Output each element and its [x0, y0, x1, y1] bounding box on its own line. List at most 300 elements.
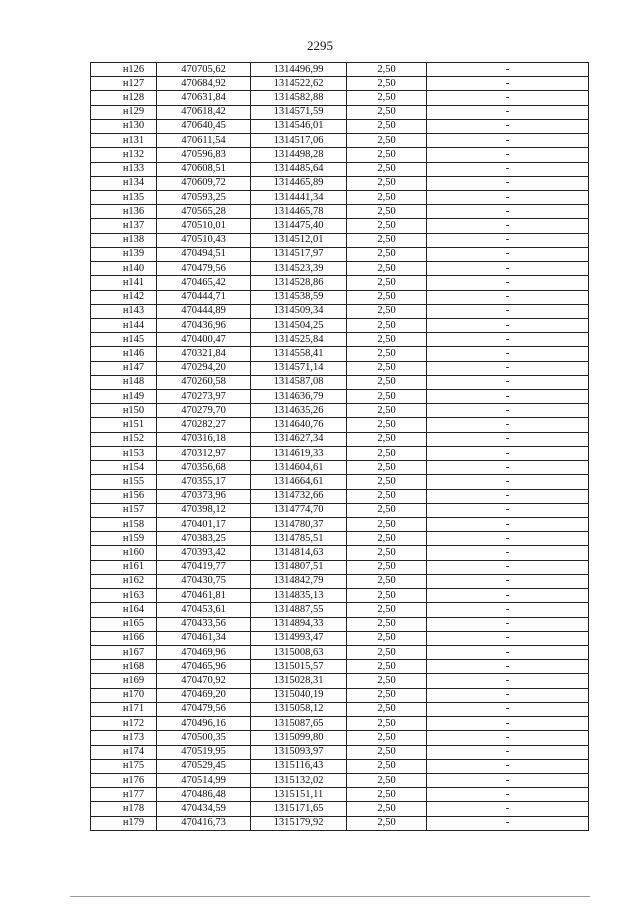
x-coordinate-cell: 470611,54: [157, 134, 251, 148]
point-id-cell: н133: [91, 162, 157, 176]
description-cell: -: [427, 162, 589, 176]
table-row: [91, 91, 589, 105]
accuracy-cell: 2,50: [347, 318, 427, 332]
accuracy-cell: 2,50: [347, 432, 427, 446]
x-coordinate-cell: 470436,96: [157, 318, 251, 332]
y-coordinate-cell: 1314640,76: [251, 418, 347, 432]
y-coordinate-cell: 1314485,64: [251, 162, 347, 176]
description-cell: -: [427, 247, 589, 261]
point-id-cell: н137: [91, 219, 157, 233]
description-cell: -: [427, 333, 589, 347]
point-id-cell: н135: [91, 190, 157, 204]
point-id-cell: н132: [91, 148, 157, 162]
accuracy-cell: 2,50: [347, 219, 427, 233]
accuracy-cell: 2,50: [347, 119, 427, 133]
table-row: [91, 262, 589, 276]
point-id-cell: н152: [91, 432, 157, 446]
description-cell: -: [427, 816, 589, 830]
x-coordinate-cell: 470565,28: [157, 205, 251, 219]
table-row: [91, 134, 589, 148]
accuracy-cell: 2,50: [347, 560, 427, 574]
description-cell: -: [427, 134, 589, 148]
x-coordinate-cell: 470486,48: [157, 788, 251, 802]
table-row: [91, 546, 589, 560]
accuracy-cell: 2,50: [347, 290, 427, 304]
point-id-cell: н157: [91, 503, 157, 517]
x-coordinate-cell: 470401,17: [157, 518, 251, 532]
table-row: [91, 162, 589, 176]
y-coordinate-cell: 1314582,88: [251, 91, 347, 105]
y-coordinate-cell: 1315116,43: [251, 759, 347, 773]
description-cell: -: [427, 91, 589, 105]
table-row: [91, 432, 589, 446]
description-cell: -: [427, 318, 589, 332]
accuracy-cell: 2,50: [347, 162, 427, 176]
y-coordinate-cell: 1314528,86: [251, 276, 347, 290]
description-cell: -: [427, 773, 589, 787]
table-row: [91, 404, 589, 418]
point-id-cell: н139: [91, 247, 157, 261]
x-coordinate-cell: 470416,73: [157, 816, 251, 830]
point-id-cell: н150: [91, 404, 157, 418]
point-id-cell: н161: [91, 560, 157, 574]
y-coordinate-cell: 1315099,80: [251, 731, 347, 745]
description-cell: -: [427, 304, 589, 318]
accuracy-cell: 2,50: [347, 503, 427, 517]
description-cell: -: [427, 518, 589, 532]
point-id-cell: н127: [91, 77, 157, 91]
table-row: [91, 574, 589, 588]
x-coordinate-cell: 470393,42: [157, 546, 251, 560]
table-row: [91, 390, 589, 404]
table-row: [91, 802, 589, 816]
x-coordinate-cell: 470510,01: [157, 219, 251, 233]
table-row: [91, 219, 589, 233]
point-id-cell: н179: [91, 816, 157, 830]
table-row: [91, 475, 589, 489]
accuracy-cell: 2,50: [347, 276, 427, 290]
description-cell: -: [427, 77, 589, 91]
table-row: [91, 205, 589, 219]
x-coordinate-cell: 470529,45: [157, 759, 251, 773]
x-coordinate-cell: 470453,61: [157, 603, 251, 617]
y-coordinate-cell: 1314814,63: [251, 546, 347, 560]
y-coordinate-cell: 1314475,40: [251, 219, 347, 233]
table-row: [91, 518, 589, 532]
table-row: [91, 333, 589, 347]
x-coordinate-cell: 470608,51: [157, 162, 251, 176]
table-row: [91, 290, 589, 304]
y-coordinate-cell: 1314780,37: [251, 518, 347, 532]
accuracy-cell: 2,50: [347, 603, 427, 617]
accuracy-cell: 2,50: [347, 617, 427, 631]
y-coordinate-cell: 1314571,14: [251, 361, 347, 375]
y-coordinate-cell: 1314441,34: [251, 190, 347, 204]
point-id-cell: н136: [91, 205, 157, 219]
page-number: 2295: [307, 38, 333, 53]
y-coordinate-cell: 1314465,89: [251, 176, 347, 190]
x-coordinate-cell: 470444,89: [157, 304, 251, 318]
description-cell: -: [427, 717, 589, 731]
point-id-cell: н176: [91, 773, 157, 787]
accuracy-cell: 2,50: [347, 546, 427, 560]
accuracy-cell: 2,50: [347, 205, 427, 219]
table-row: [91, 759, 589, 773]
x-coordinate-cell: 470282,27: [157, 418, 251, 432]
description-cell: -: [427, 461, 589, 475]
description-cell: -: [427, 574, 589, 588]
point-id-cell: н129: [91, 105, 157, 119]
x-coordinate-cell: 470631,84: [157, 91, 251, 105]
x-coordinate-cell: 470465,96: [157, 660, 251, 674]
x-coordinate-cell: 470479,56: [157, 702, 251, 716]
y-coordinate-cell: 1315093,97: [251, 745, 347, 759]
table-row: [91, 816, 589, 830]
point-id-cell: н173: [91, 731, 157, 745]
y-coordinate-cell: 1314522,62: [251, 77, 347, 91]
point-id-cell: н138: [91, 233, 157, 247]
description-cell: -: [427, 745, 589, 759]
x-coordinate-cell: 470469,96: [157, 645, 251, 659]
description-cell: -: [427, 446, 589, 460]
x-coordinate-cell: 470321,84: [157, 347, 251, 361]
point-id-cell: н172: [91, 717, 157, 731]
accuracy-cell: 2,50: [347, 773, 427, 787]
point-id-cell: н154: [91, 461, 157, 475]
y-coordinate-cell: 1315087,65: [251, 717, 347, 731]
accuracy-cell: 2,50: [347, 304, 427, 318]
x-coordinate-cell: 470444,71: [157, 290, 251, 304]
description-cell: -: [427, 404, 589, 418]
accuracy-cell: 2,50: [347, 77, 427, 91]
description-cell: -: [427, 617, 589, 631]
accuracy-cell: 2,50: [347, 532, 427, 546]
table-row: [91, 489, 589, 503]
point-id-cell: н141: [91, 276, 157, 290]
table-row: [91, 304, 589, 318]
x-coordinate-cell: 470496,16: [157, 717, 251, 731]
x-coordinate-cell: 470433,56: [157, 617, 251, 631]
y-coordinate-cell: 1314664,61: [251, 475, 347, 489]
accuracy-cell: 2,50: [347, 574, 427, 588]
accuracy-cell: 2,50: [347, 759, 427, 773]
point-id-cell: н167: [91, 645, 157, 659]
table-row: [91, 773, 589, 787]
description-cell: -: [427, 560, 589, 574]
x-coordinate-cell: 470279,70: [157, 404, 251, 418]
description-cell: -: [427, 603, 589, 617]
y-coordinate-cell: 1315179,92: [251, 816, 347, 830]
description-cell: -: [427, 176, 589, 190]
table-row: [91, 674, 589, 688]
accuracy-cell: 2,50: [347, 375, 427, 389]
point-id-cell: н147: [91, 361, 157, 375]
table-row: [91, 176, 589, 190]
point-id-cell: н126: [91, 63, 157, 77]
table-row: [91, 418, 589, 432]
description-cell: -: [427, 489, 589, 503]
description-cell: -: [427, 532, 589, 546]
y-coordinate-cell: 1314774,70: [251, 503, 347, 517]
accuracy-cell: 2,50: [347, 148, 427, 162]
description-cell: -: [427, 546, 589, 560]
point-id-cell: н134: [91, 176, 157, 190]
table-row: [91, 190, 589, 204]
table-row: [91, 375, 589, 389]
y-coordinate-cell: 1314517,97: [251, 247, 347, 261]
description-cell: -: [427, 119, 589, 133]
y-coordinate-cell: 1314558,41: [251, 347, 347, 361]
point-id-cell: н146: [91, 347, 157, 361]
accuracy-cell: 2,50: [347, 404, 427, 418]
description-cell: -: [427, 688, 589, 702]
table-row: [91, 446, 589, 460]
table-row: [91, 276, 589, 290]
description-cell: -: [427, 702, 589, 716]
description-cell: -: [427, 802, 589, 816]
description-cell: -: [427, 233, 589, 247]
x-coordinate-cell: 470419,77: [157, 560, 251, 574]
y-coordinate-cell: 1315028,31: [251, 674, 347, 688]
x-coordinate-cell: 470465,42: [157, 276, 251, 290]
coordinates-table-body: [91, 63, 589, 831]
y-coordinate-cell: 1314635,26: [251, 404, 347, 418]
point-id-cell: н144: [91, 318, 157, 332]
table-row: [91, 617, 589, 631]
accuracy-cell: 2,50: [347, 518, 427, 532]
y-coordinate-cell: 1314546,01: [251, 119, 347, 133]
y-coordinate-cell: 1315132,02: [251, 773, 347, 787]
description-cell: -: [427, 361, 589, 375]
table-row: [91, 119, 589, 133]
y-coordinate-cell: 1314619,33: [251, 446, 347, 460]
point-id-cell: н171: [91, 702, 157, 716]
x-coordinate-cell: 470355,17: [157, 475, 251, 489]
point-id-cell: н131: [91, 134, 157, 148]
x-coordinate-cell: 470312,97: [157, 446, 251, 460]
x-coordinate-cell: 470593,25: [157, 190, 251, 204]
accuracy-cell: 2,50: [347, 816, 427, 830]
accuracy-cell: 2,50: [347, 333, 427, 347]
description-cell: -: [427, 589, 589, 603]
y-coordinate-cell: 1314842,79: [251, 574, 347, 588]
description-cell: -: [427, 631, 589, 645]
table-row: [91, 77, 589, 91]
accuracy-cell: 2,50: [347, 745, 427, 759]
y-coordinate-cell: 1314627,34: [251, 432, 347, 446]
point-id-cell: н151: [91, 418, 157, 432]
table-row: [91, 589, 589, 603]
y-coordinate-cell: 1315171,65: [251, 802, 347, 816]
footer-divider: [70, 896, 590, 897]
y-coordinate-cell: 1314509,34: [251, 304, 347, 318]
table-row: [91, 503, 589, 517]
table-row: [91, 660, 589, 674]
accuracy-cell: 2,50: [347, 802, 427, 816]
y-coordinate-cell: 1314525,84: [251, 333, 347, 347]
table-row: [91, 645, 589, 659]
point-id-cell: н163: [91, 589, 157, 603]
table-row: [91, 731, 589, 745]
x-coordinate-cell: 470400,47: [157, 333, 251, 347]
y-coordinate-cell: 1314523,39: [251, 262, 347, 276]
x-coordinate-cell: 470383,25: [157, 532, 251, 546]
description-cell: -: [427, 418, 589, 432]
point-id-cell: н130: [91, 119, 157, 133]
table-row: [91, 631, 589, 645]
x-coordinate-cell: 470510,43: [157, 233, 251, 247]
description-cell: -: [427, 503, 589, 517]
description-cell: -: [427, 660, 589, 674]
accuracy-cell: 2,50: [347, 461, 427, 475]
accuracy-cell: 2,50: [347, 475, 427, 489]
x-coordinate-cell: 470461,34: [157, 631, 251, 645]
y-coordinate-cell: 1315151,11: [251, 788, 347, 802]
table-row: [91, 702, 589, 716]
point-id-cell: н128: [91, 91, 157, 105]
table-row: [91, 361, 589, 375]
accuracy-cell: 2,50: [347, 674, 427, 688]
point-id-cell: н168: [91, 660, 157, 674]
point-id-cell: н153: [91, 446, 157, 460]
description-cell: -: [427, 347, 589, 361]
x-coordinate-cell: 470684,92: [157, 77, 251, 91]
accuracy-cell: 2,50: [347, 347, 427, 361]
table-row: [91, 688, 589, 702]
x-coordinate-cell: 470470,92: [157, 674, 251, 688]
x-coordinate-cell: 470514,99: [157, 773, 251, 787]
y-coordinate-cell: 1315015,57: [251, 660, 347, 674]
table-row: [91, 233, 589, 247]
point-id-cell: н166: [91, 631, 157, 645]
y-coordinate-cell: 1314465,78: [251, 205, 347, 219]
accuracy-cell: 2,50: [347, 631, 427, 645]
x-coordinate-cell: 470618,42: [157, 105, 251, 119]
description-cell: -: [427, 731, 589, 745]
y-coordinate-cell: 1315058,12: [251, 702, 347, 716]
accuracy-cell: 2,50: [347, 688, 427, 702]
y-coordinate-cell: 1315008,63: [251, 645, 347, 659]
description-cell: -: [427, 788, 589, 802]
accuracy-cell: 2,50: [347, 717, 427, 731]
y-coordinate-cell: 1314807,51: [251, 560, 347, 574]
description-cell: -: [427, 63, 589, 77]
x-coordinate-cell: 470434,59: [157, 802, 251, 816]
x-coordinate-cell: 470316,18: [157, 432, 251, 446]
accuracy-cell: 2,50: [347, 134, 427, 148]
point-id-cell: н160: [91, 546, 157, 560]
accuracy-cell: 2,50: [347, 418, 427, 432]
point-id-cell: н178: [91, 802, 157, 816]
y-coordinate-cell: 1314512,01: [251, 233, 347, 247]
accuracy-cell: 2,50: [347, 262, 427, 276]
description-cell: -: [427, 205, 589, 219]
point-id-cell: н156: [91, 489, 157, 503]
y-coordinate-cell: 1314538,59: [251, 290, 347, 304]
description-cell: -: [427, 148, 589, 162]
description-cell: -: [427, 219, 589, 233]
y-coordinate-cell: 1314587,08: [251, 375, 347, 389]
point-id-cell: н165: [91, 617, 157, 631]
x-coordinate-cell: 470356,68: [157, 461, 251, 475]
accuracy-cell: 2,50: [347, 731, 427, 745]
point-id-cell: н169: [91, 674, 157, 688]
description-cell: -: [427, 105, 589, 119]
y-coordinate-cell: 1314785,51: [251, 532, 347, 546]
accuracy-cell: 2,50: [347, 702, 427, 716]
y-coordinate-cell: 1314993,47: [251, 631, 347, 645]
accuracy-cell: 2,50: [347, 446, 427, 460]
description-cell: -: [427, 475, 589, 489]
y-coordinate-cell: 1314835,13: [251, 589, 347, 603]
accuracy-cell: 2,50: [347, 233, 427, 247]
point-id-cell: н148: [91, 375, 157, 389]
description-cell: -: [427, 262, 589, 276]
y-coordinate-cell: 1315040,19: [251, 688, 347, 702]
x-coordinate-cell: 470705,62: [157, 63, 251, 77]
x-coordinate-cell: 470596,83: [157, 148, 251, 162]
x-coordinate-cell: 470273,97: [157, 390, 251, 404]
x-coordinate-cell: 470260,58: [157, 375, 251, 389]
point-id-cell: н174: [91, 745, 157, 759]
y-coordinate-cell: 1314894,33: [251, 617, 347, 631]
coordinates-table: [90, 62, 589, 831]
accuracy-cell: 2,50: [347, 660, 427, 674]
x-coordinate-cell: 470398,12: [157, 503, 251, 517]
point-id-cell: н170: [91, 688, 157, 702]
point-id-cell: н140: [91, 262, 157, 276]
x-coordinate-cell: 470494,51: [157, 247, 251, 261]
x-coordinate-cell: 470430,75: [157, 574, 251, 588]
point-id-cell: н164: [91, 603, 157, 617]
table-row: [91, 318, 589, 332]
y-coordinate-cell: 1314732,66: [251, 489, 347, 503]
accuracy-cell: 2,50: [347, 361, 427, 375]
accuracy-cell: 2,50: [347, 176, 427, 190]
table-row: [91, 247, 589, 261]
accuracy-cell: 2,50: [347, 91, 427, 105]
y-coordinate-cell: 1314571,59: [251, 105, 347, 119]
x-coordinate-cell: 470479,56: [157, 262, 251, 276]
y-coordinate-cell: 1314636,79: [251, 390, 347, 404]
x-coordinate-cell: 470294,20: [157, 361, 251, 375]
accuracy-cell: 2,50: [347, 645, 427, 659]
y-coordinate-cell: 1314498,28: [251, 148, 347, 162]
table-row: [91, 788, 589, 802]
accuracy-cell: 2,50: [347, 190, 427, 204]
description-cell: -: [427, 645, 589, 659]
description-cell: -: [427, 375, 589, 389]
table-row: [91, 560, 589, 574]
y-coordinate-cell: 1314517,06: [251, 134, 347, 148]
accuracy-cell: 2,50: [347, 489, 427, 503]
y-coordinate-cell: 1314604,61: [251, 461, 347, 475]
point-id-cell: н175: [91, 759, 157, 773]
description-cell: -: [427, 190, 589, 204]
point-id-cell: н149: [91, 390, 157, 404]
x-coordinate-cell: 470640,45: [157, 119, 251, 133]
accuracy-cell: 2,50: [347, 247, 427, 261]
accuracy-cell: 2,50: [347, 390, 427, 404]
table-row: [91, 717, 589, 731]
table-row: [91, 63, 589, 77]
table-row: [91, 603, 589, 617]
description-cell: -: [427, 276, 589, 290]
table-row: [91, 105, 589, 119]
description-cell: -: [427, 290, 589, 304]
accuracy-cell: 2,50: [347, 63, 427, 77]
point-id-cell: н142: [91, 290, 157, 304]
